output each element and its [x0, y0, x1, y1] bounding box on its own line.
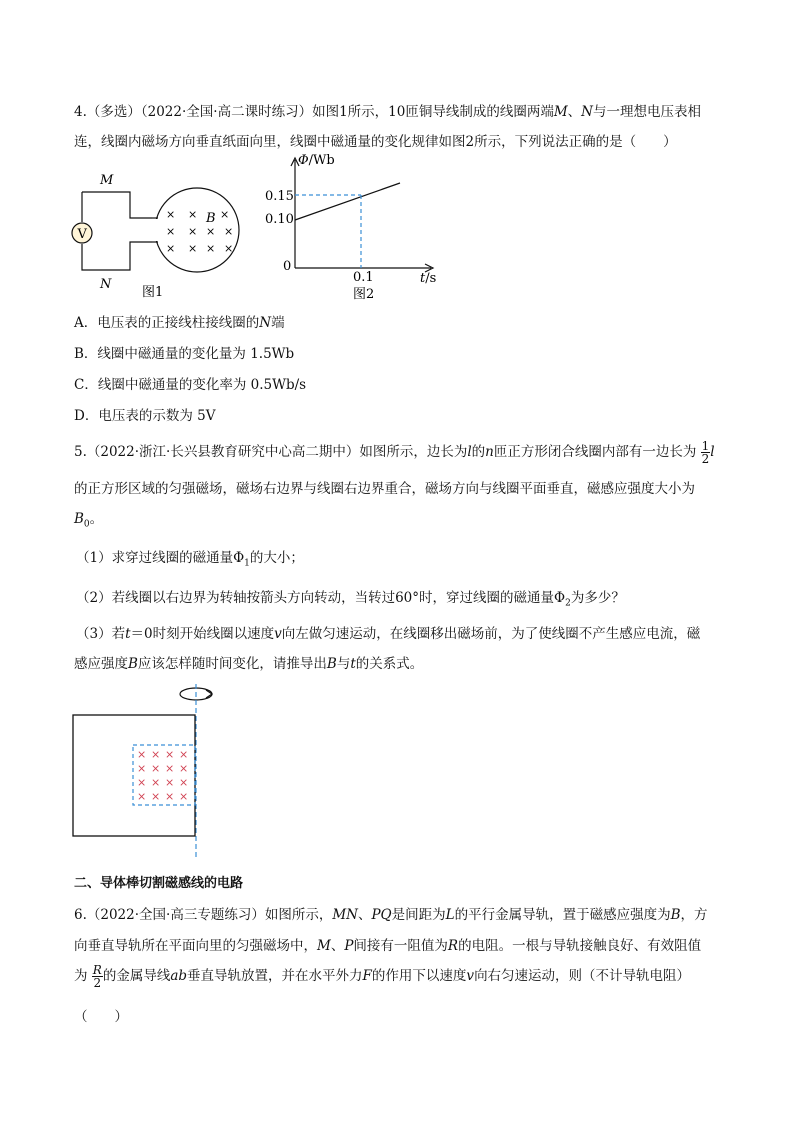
- terminal-n-label: N: [100, 277, 112, 292]
- q6-answer-blank: （ ）: [74, 1009, 128, 1025]
- svg-text:×: ×: [151, 748, 161, 761]
- svg-text:×: ×: [165, 776, 175, 789]
- svg-text:×: ×: [165, 762, 175, 775]
- svg-text:×: ×: [137, 762, 147, 775]
- q5-figure: [60, 682, 240, 862]
- fraction-r-over-2: $\frac{R}{2}$: [92, 963, 102, 990]
- figure-1-caption: 图1: [142, 285, 164, 300]
- q5-stem-line1: 5.（2022·浙江·长兴县教育研究中心高二期中）如图所示，边长为l的n匝正方形闭合线圈内部有一边长为 $\frac{1}{2}$ l: [74, 439, 715, 466]
- q4-option-b[interactable]: B．线圈中磁通量的变化量为 1.5Wb: [74, 346, 295, 362]
- q4-stem-line2: 连，线圈内磁场方向垂直纸面向里，线圈中磁通量的变化规律如图2所示，下列说法正确的是（ ）: [74, 134, 677, 150]
- q6-stem-line2: 向垂直导轨所在平面向里的匀强磁场中，M、P间接有一阻值为R的电阻。一根与导轨接触良好、有效阻值: [74, 938, 702, 954]
- svg-text:×: ×: [166, 242, 176, 255]
- svg-text:×: ×: [179, 776, 189, 789]
- svg-text:×: ×: [179, 762, 189, 775]
- svg-text:Φ/Wb: Φ/Wb: [298, 153, 335, 168]
- q4-option-a[interactable]: A．电压表的正接线柱接线圈的N端: [74, 315, 285, 331]
- q6-stem-line1: 6.（2022·全国·高三专题练习）如图所示，MN、PQ是间距为L的平行金属导轨，置于磁感应强度为B，方: [74, 907, 708, 923]
- square-coil: [73, 715, 195, 836]
- terminal-m-label: M: [100, 173, 114, 188]
- svg-text:×: ×: [206, 242, 216, 255]
- svg-text:×: ×: [137, 776, 147, 789]
- svg-text:×: ×: [188, 225, 198, 238]
- svg-text:×: ×: [188, 208, 198, 221]
- fraction-one-half: $\frac{1}{2}$: [701, 439, 710, 466]
- svg-text:×: ×: [179, 790, 189, 803]
- svg-text:×: ×: [224, 242, 234, 255]
- svg-text:×: ×: [165, 748, 175, 761]
- figure-2-caption: 图2: [353, 287, 375, 302]
- q4-stem-line1: 4.（多选）（2022·全国·高二课时练习）如图1所示，10匝铜导线制成的线圈两端M、N与一理想电压表相: [74, 104, 701, 120]
- svg-text:×: ×: [188, 242, 198, 255]
- voltmeter-label: V: [77, 227, 87, 242]
- q4-option-d[interactable]: D．电压表的示数为 5V: [74, 408, 216, 424]
- svg-text:×: ×: [137, 790, 147, 803]
- svg-text:×: ×: [206, 225, 216, 238]
- origin-label: 0: [283, 259, 292, 274]
- q6-stem-line3: 为 $\frac{R}{2}$ 的金属导线ab垂直导轨放置，并在水平外力F的作用下以速度v向右匀速运动，则（不计导轨电阻）: [74, 963, 691, 990]
- y-tick-015: 0.15: [265, 189, 294, 204]
- y-tick-010: 0.10: [265, 212, 294, 227]
- field-crosses-red: [137, 748, 188, 803]
- q5-sub3-line1: （3）若t＝0时刻开始线圈以速度v向左做匀速运动，在线圈移出磁场前，为了使线圈不产生感应电流，磁: [76, 626, 701, 642]
- svg-text:×: ×: [220, 208, 230, 221]
- q5-stem-line2: 的正方形区域的匀强磁场，磁场右边界与线圈右边界重合，磁场方向与线圈平面垂直，磁感应强度大小为: [74, 481, 695, 497]
- q5-sub3-line2: 感应强度B应该怎样随时间变化，请推导出B与t的关系式。: [74, 656, 424, 672]
- svg-text:×: ×: [166, 208, 176, 221]
- q4-figure-1: [62, 170, 252, 300]
- q5-stem-line3: $B_0$。: [74, 511, 104, 530]
- svg-text:×: ×: [151, 790, 161, 803]
- q4-option-c[interactable]: C．线圈中磁通量的变化率为 0.5Wb/s: [74, 377, 307, 393]
- q5-sub1: （1）求穿过线圈的磁通量$\Phi_1$的大小；: [76, 550, 304, 569]
- svg-text:t/s: t/s: [420, 271, 437, 286]
- field-crosses: [166, 208, 233, 255]
- svg-text:×: ×: [151, 776, 161, 789]
- field-b-label: B: [206, 211, 216, 226]
- svg-text:×: ×: [165, 790, 175, 803]
- svg-text:×: ×: [166, 225, 176, 238]
- section-title: 二、导体棒切割磁感线的电路: [74, 876, 244, 891]
- x-tick-01: 0.1: [353, 270, 374, 285]
- svg-text:×: ×: [137, 748, 147, 761]
- svg-text:×: ×: [151, 762, 161, 775]
- q5-sub2: （2）若线圈以右边界为转轴按箭头方向转动，当转过60°时，穿过线圈的磁通量$\Phi_2$为多少？: [76, 590, 625, 609]
- svg-text:×: ×: [179, 748, 189, 761]
- q4-figure-2: [255, 150, 455, 302]
- svg-text:×: ×: [224, 225, 234, 238]
